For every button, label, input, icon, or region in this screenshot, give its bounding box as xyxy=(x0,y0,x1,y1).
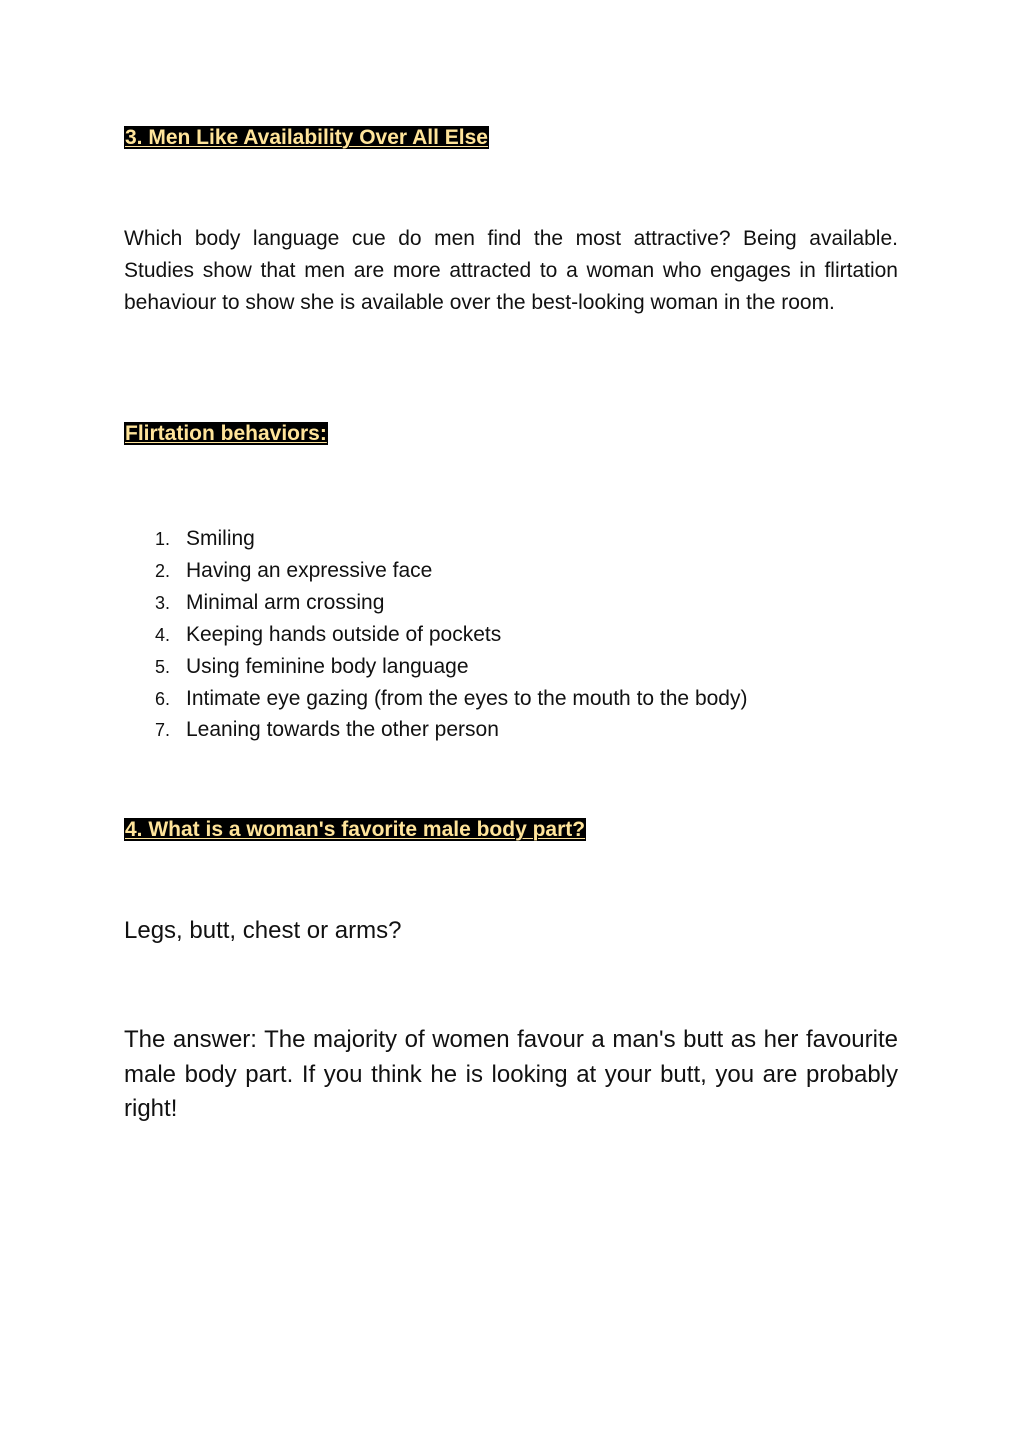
section-4-heading xyxy=(124,817,586,843)
list-item-number: 6. xyxy=(155,688,171,709)
section-4-question: Legs, butt, chest or arms? xyxy=(124,917,402,944)
list-item-text: Smiling xyxy=(186,527,255,550)
flirtation-heading-text: Flirtation behaviors: xyxy=(125,422,327,445)
list-item-text: Keeping hands outside of pockets xyxy=(186,622,502,646)
list-item-text: Having an expressive face xyxy=(186,558,433,582)
list-item-text: Using feminine body language xyxy=(186,654,469,678)
flirtation-list xyxy=(124,523,747,746)
section-4-heading-text: 4. What is a woman's favorite male body part? xyxy=(125,818,586,841)
section-3-paragraph: Which body language cue do men find the most attractive? Being available. Studies show that men are more attracted to a woman who engages in flirtation behaviour to show she is available over the best-looking woman in the room. xyxy=(124,227,898,314)
flirtation-heading xyxy=(124,421,328,447)
list-item xyxy=(124,587,747,619)
section-4-answer: The answer: The majority of women favour a man's butt as her favourite male body part. If you think he is looking at your butt, you are probably right! xyxy=(124,1026,898,1122)
list-item xyxy=(124,555,747,587)
section-3-heading-text: 3. Men Like Availability Over All Else xyxy=(125,126,488,149)
list-item-text: Minimal arm crossing xyxy=(186,590,385,614)
list-item-number: 2. xyxy=(155,560,171,581)
list-item-number: 5. xyxy=(155,656,171,677)
list-item-number: 4. xyxy=(155,624,171,645)
list-item xyxy=(124,523,747,555)
list-item-text: Intimate eye gazing (from the eyes to the mouth to the body) xyxy=(186,686,748,710)
list-item-number: 3. xyxy=(155,592,171,613)
list-item-number: 7. xyxy=(155,720,171,741)
list-item xyxy=(124,683,747,715)
list-item-number: 1. xyxy=(155,529,171,549)
section-3-heading xyxy=(124,125,489,151)
list-item xyxy=(124,619,747,651)
list-item xyxy=(124,714,747,746)
list-item xyxy=(124,651,747,683)
list-item-text: Leaning towards the other person xyxy=(186,718,499,742)
